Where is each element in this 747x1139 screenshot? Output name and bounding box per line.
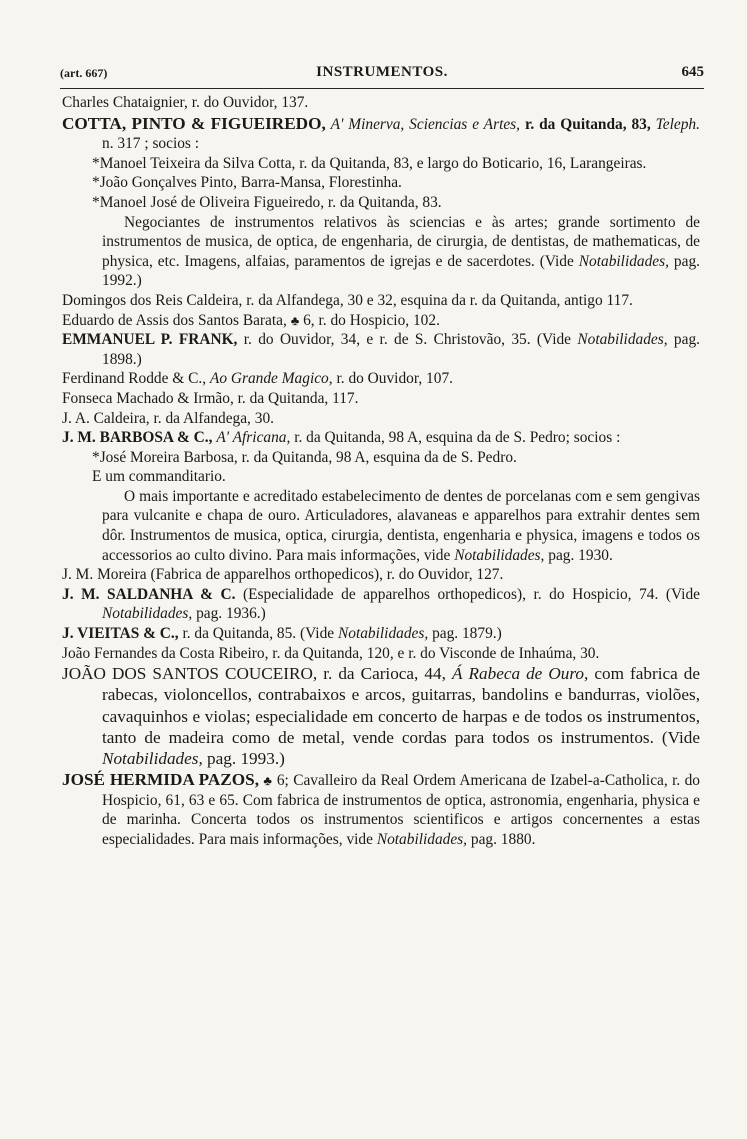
firm-name: J. M. BARBOSA & C., bbox=[62, 429, 213, 447]
entry-jose-hermida-pazos: JOSÉ HERMIDA PAZOS, ♣ 6; Cavalleiro da Real Ordem Americana de Izabel-a-Catholica, r. do Hospicio, 61, 63 e 65. Com fabrica de instrumentos de optica, astronomia, engenharia, physica e de marinha. Concerta todos os instrumentos scientificos e artigos concernentes a estas especialidades. Para mais informações, vide Notabilidades, pag. 1880. bbox=[62, 770, 700, 849]
entry-chataignier: Charles Chataignier, r. do Ouvidor, 137. bbox=[62, 94, 309, 111]
partner-line: *Manoel Teixeira da Silva Cotta, r. da Quitanda, 83, e largo do Boticario, 16, Larangeiras. bbox=[92, 154, 647, 172]
partner-line: *Manoel José de Oliveira Figueiredo, r. da Quitanda, 83. bbox=[92, 193, 442, 211]
entry-joao-ribeiro: João Fernandes da Costa Ribeiro, r. da Quitanda, 120, e r. do Visconde de Inhaúma, 30. bbox=[62, 644, 600, 662]
firm-name: J. VIEITAS & C., bbox=[62, 625, 179, 643]
entry-emmanuel-frank: EMMANUEL P. FRANK, r. do Ouvidor, 34, e r. de S. Christovão, 35. (Vide Notabilidades, pag. 1898.) bbox=[62, 331, 700, 368]
entry-j-vieitas: J. VIEITAS & C., r. da Quitanda, 85. (Vide Notabilidades, pag. 1879.) bbox=[62, 625, 502, 643]
shop-name: Á Rabeca de Ouro, bbox=[451, 664, 589, 684]
entry-ferdinand-rodde: Ferdinand Rodde & C., Ao Grande Magico, r. do Ouvidor, 107. bbox=[62, 370, 453, 388]
seal-icon: ♣ bbox=[263, 773, 273, 789]
partner-line: *João Gonçalves Pinto, Barra-Mansa, Florestinha. bbox=[92, 174, 402, 192]
firm-name: COTTA, PINTO & FIGUEIREDO, bbox=[62, 113, 326, 133]
page-header bbox=[60, 64, 704, 88]
entry-jm-saldanha: J. M. SALDANHA & C. (Especialidade de apparelhos orthopedicos), r. do Hospicio, 74. (Vide Notabilidades, pag. 1936.) bbox=[62, 585, 700, 623]
seal-icon: ♣ bbox=[290, 312, 300, 328]
page-number: 645 bbox=[681, 64, 704, 80]
firm-name: J. M. SALDANHA & C. bbox=[62, 585, 236, 603]
shop-name: Ao Grande Magico, bbox=[209, 370, 333, 388]
header-rule bbox=[60, 88, 704, 89]
partner-line: *José Moreira Barbosa, r. da Quitanda, 98 A, esquina da de S. Pedro. bbox=[92, 448, 517, 466]
entry-ja-caldeira: J. A. Caldeira, r. da Alfandega, 30. bbox=[62, 409, 274, 427]
entry-description: O mais importante e acreditado estabelecimento de dentes de porcelanas com e sem gengivas para vulcanite e chapa de ouro. Articuladores, alavaneas e apparelhos para extrahir dentes sem dôr. Instrumentos de musica, optica, cirurgia, dentista, engenharia e physica, imagens e todos os accessorios ao culto divino. Para mais informações, vide Notabilidades, pag. 1930. bbox=[102, 487, 700, 564]
partner-line: E um commanditario. bbox=[92, 468, 226, 486]
shop-name: A' Africana, bbox=[216, 429, 291, 447]
entry-description: Negociantes de instrumentos relativos às sciencias e às artes; grande sortimento de instrumentos de musica, de optica, de engenharia, de cirurgia, de dentistas, de mathematicas, de physica, etc. Imagens, alfaias, paramentos de igrejas e de sacerdotes. (Vide Notabilidades, pag. 1992.) bbox=[102, 213, 700, 290]
firm-name: EMMANUEL P. FRANK, bbox=[62, 331, 238, 349]
firm-name: JOÃO DOS SANTOS COUCEIRO, bbox=[62, 664, 318, 684]
directory-listing bbox=[62, 93, 700, 850]
page-title: INSTRUMENTOS. bbox=[316, 64, 448, 80]
firm-name: JOSÉ HERMIDA PAZOS, bbox=[62, 770, 259, 790]
entry-domingos-caldeira: Domingos dos Reis Caldeira, r. da Alfandega, 30 e 32, esquina da r. da Quitanda, antigo 117. bbox=[62, 291, 633, 309]
entry-jm-barbosa: J. M. BARBOSA & C., A' Africana, r. da Quitanda, 98 A, esquina da de S. Pedro; socios : bbox=[62, 429, 621, 447]
entry-fonseca-machado: Fonseca Machado & Irmão, r. da Quitanda, 117. bbox=[62, 389, 359, 407]
entry-eduardo-barata: Eduardo de Assis dos Santos Barata, ♣ 6, r. do Hospicio, 102. bbox=[62, 311, 440, 329]
entry-jm-moreira: J. M. Moreira (Fabrica de apparelhos orthopedicos), r. do Ouvidor, 127. bbox=[62, 566, 504, 584]
entry-joao-couceiro: JOÃO DOS SANTOS COUCEIRO, r. da Carioca, 44, Á Rabeca de Ouro, com fabrica de rabecas, violoncellos, contrabaixos e arcos, guitarras, bandolins e bandurras, violões, cavaquinhos e violas; especialidade em concerto de harpas e de todos os instrumentos, tanto de madeira como de metal, vende cordas para todos os instrumentos. (Vide Notabilidades, pag. 1993.) bbox=[62, 664, 701, 769]
entry-cotta-pinto-figueiredo: COTTA, PINTO & FIGUEIREDO, A' Minerva, Sciencias e Artes, r. da Quitanda, 83, Teleph. n. 317 ; socios : bbox=[62, 113, 700, 153]
article-reference: (art. 667) bbox=[60, 66, 108, 80]
shop-name: A' Minerva, Sciencias e Artes, bbox=[330, 115, 521, 133]
